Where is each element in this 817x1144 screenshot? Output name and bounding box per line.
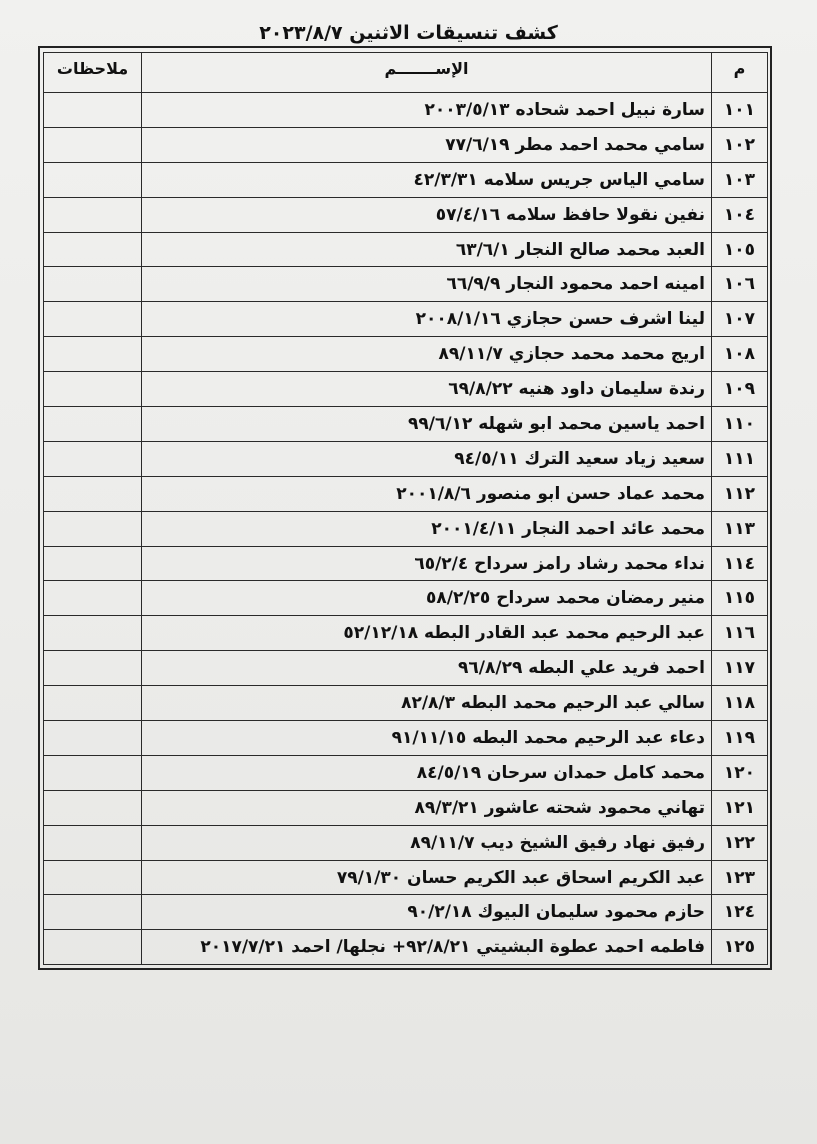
- row-name: سعيد زياد سعيد الترك ٩٤/٥/١١: [142, 441, 712, 476]
- row-name: فاطمه احمد عطوة البشيتي ٩٢/٨/٢١+ نجلها/ احمد ٢٠١٧/٧/٢١: [142, 930, 712, 965]
- table-row: [44, 686, 768, 721]
- table-row: [44, 162, 768, 197]
- table-row: [44, 755, 768, 790]
- table-row: [44, 511, 768, 546]
- row-name: احمد ياسين محمد ابو شهله ٩٩/٦/١٢: [142, 407, 712, 442]
- table-row: [44, 267, 768, 302]
- table-row: [44, 825, 768, 860]
- row-notes: [44, 476, 142, 511]
- table-body: [44, 93, 768, 965]
- row-notes: [44, 930, 142, 965]
- row-number: ١٢٣: [712, 860, 768, 895]
- row-name: دعاء عبد الرحيم محمد البطه ٩١/١١/١٥: [142, 721, 712, 756]
- row-name: العبد محمد صالح النجار ٦٣/٦/١: [142, 232, 712, 267]
- row-name: حازم محمود سليمان البيوك ٩٠/٢/١٨: [142, 895, 712, 930]
- row-number: ١٠١: [712, 93, 768, 128]
- table-row: [44, 895, 768, 930]
- row-notes: [44, 511, 142, 546]
- row-name: نفين نقولا حافظ سلامه ٥٧/٤/١٦: [142, 197, 712, 232]
- row-notes: [44, 860, 142, 895]
- row-number: ١١٤: [712, 546, 768, 581]
- row-number: ١١١: [712, 441, 768, 476]
- row-name: نداء محمد رشاد رامز سرداح ٦٥/٢/٤: [142, 546, 712, 581]
- row-notes: [44, 721, 142, 756]
- table-row: [44, 407, 768, 442]
- row-number: ١٠٢: [712, 127, 768, 162]
- row-number: ١١٢: [712, 476, 768, 511]
- row-name: عبد الرحيم محمد عبد القادر البطه ٥٢/١٢/١٨: [142, 616, 712, 651]
- row-name: محمد عماد حسن ابو منصور ٢٠٠١/٨/٦: [142, 476, 712, 511]
- table-row: [44, 197, 768, 232]
- row-number: ١٠٥: [712, 232, 768, 267]
- row-name: اريج محمد محمد حجازي ٨٩/١١/٧: [142, 337, 712, 372]
- table-row: [44, 651, 768, 686]
- table-row: [44, 930, 768, 965]
- row-number: ١٠٣: [712, 162, 768, 197]
- table-row: [44, 476, 768, 511]
- row-notes: [44, 337, 142, 372]
- table-row: [44, 441, 768, 476]
- row-name: احمد فريد علي البطه ٩٦/٨/٢٩: [142, 651, 712, 686]
- row-notes: [44, 651, 142, 686]
- table-row: [44, 860, 768, 895]
- row-number: ١١٣: [712, 511, 768, 546]
- row-number: ١١٦: [712, 616, 768, 651]
- row-name: عبد الكريم اسحاق عبد الكريم حسان ٧٩/١/٣٠: [142, 860, 712, 895]
- header-name: الإســـــــم: [142, 53, 712, 93]
- table-row: [44, 581, 768, 616]
- row-notes: [44, 825, 142, 860]
- row-name: سالي عبد الرحيم محمد البطه ٨٢/٨/٣: [142, 686, 712, 721]
- row-notes: [44, 197, 142, 232]
- row-number: ١١٥: [712, 581, 768, 616]
- table-header-row: [44, 53, 768, 93]
- row-notes: [44, 441, 142, 476]
- row-name: لينا اشرف حسن حجازي ٢٠٠٨/١/١٦: [142, 302, 712, 337]
- row-name: سامي الياس جريس سلامه ٤٢/٣/٣١: [142, 162, 712, 197]
- row-number: ١٢٥: [712, 930, 768, 965]
- row-name: محمد كامل حمدان سرحان ٨٤/٥/١٩: [142, 755, 712, 790]
- page-title: كشف تنسيقات الاثنين ٢٠٢٣/٨/٧: [259, 22, 558, 44]
- table-row: [44, 546, 768, 581]
- table-row: [44, 721, 768, 756]
- row-notes: [44, 616, 142, 651]
- header-number: م: [712, 53, 768, 93]
- row-number: ١١٠: [712, 407, 768, 442]
- row-notes: [44, 546, 142, 581]
- row-number: ١٠٧: [712, 302, 768, 337]
- row-name: منير رمضان محمد سرداح ٥٨/٢/٢٥: [142, 581, 712, 616]
- row-number: ١٠٤: [712, 197, 768, 232]
- table-row: [44, 232, 768, 267]
- row-number: ١٠٦: [712, 267, 768, 302]
- row-number: ١٢٤: [712, 895, 768, 930]
- row-notes: [44, 372, 142, 407]
- row-notes: [44, 755, 142, 790]
- row-notes: [44, 93, 142, 128]
- table-row: [44, 372, 768, 407]
- row-name: امينه احمد محمود النجار ٦٦/٩/٩: [142, 267, 712, 302]
- row-name: سارة نبيل احمد شحاده ٢٠٠٣/٥/١٣: [142, 93, 712, 128]
- table-row: [44, 790, 768, 825]
- row-notes: [44, 790, 142, 825]
- table-row: [44, 337, 768, 372]
- table-row: [44, 302, 768, 337]
- row-number: ١٢٠: [712, 755, 768, 790]
- row-number: ١١٩: [712, 721, 768, 756]
- row-notes: [44, 267, 142, 302]
- row-number: ١٢٢: [712, 825, 768, 860]
- row-number: ١٢١: [712, 790, 768, 825]
- row-number: ١٠٩: [712, 372, 768, 407]
- row-name: تهاني محمود شحته عاشور ٨٩/٣/٢١: [142, 790, 712, 825]
- row-notes: [44, 581, 142, 616]
- names-table: [43, 52, 768, 965]
- row-number: ١١٨: [712, 686, 768, 721]
- row-name: محمد عائد احمد النجار ٢٠٠١/٤/١١: [142, 511, 712, 546]
- table-row: [44, 616, 768, 651]
- row-notes: [44, 895, 142, 930]
- row-name: رفيق نهاد رفيق الشيخ ديب ٨٩/١١/٧: [142, 825, 712, 860]
- row-notes: [44, 686, 142, 721]
- row-notes: [44, 127, 142, 162]
- row-notes: [44, 407, 142, 442]
- row-notes: [44, 302, 142, 337]
- row-number: ١١٧: [712, 651, 768, 686]
- row-notes: [44, 162, 142, 197]
- header-notes: ملاحظات: [44, 53, 142, 93]
- row-notes: [44, 232, 142, 267]
- table-row: [44, 127, 768, 162]
- row-name: رندة سليمان داود هنيه ٦٩/٨/٢٢: [142, 372, 712, 407]
- row-number: ١٠٨: [712, 337, 768, 372]
- row-name: سامي محمد احمد مطر ٧٧/٦/١٩: [142, 127, 712, 162]
- table-row: [44, 93, 768, 128]
